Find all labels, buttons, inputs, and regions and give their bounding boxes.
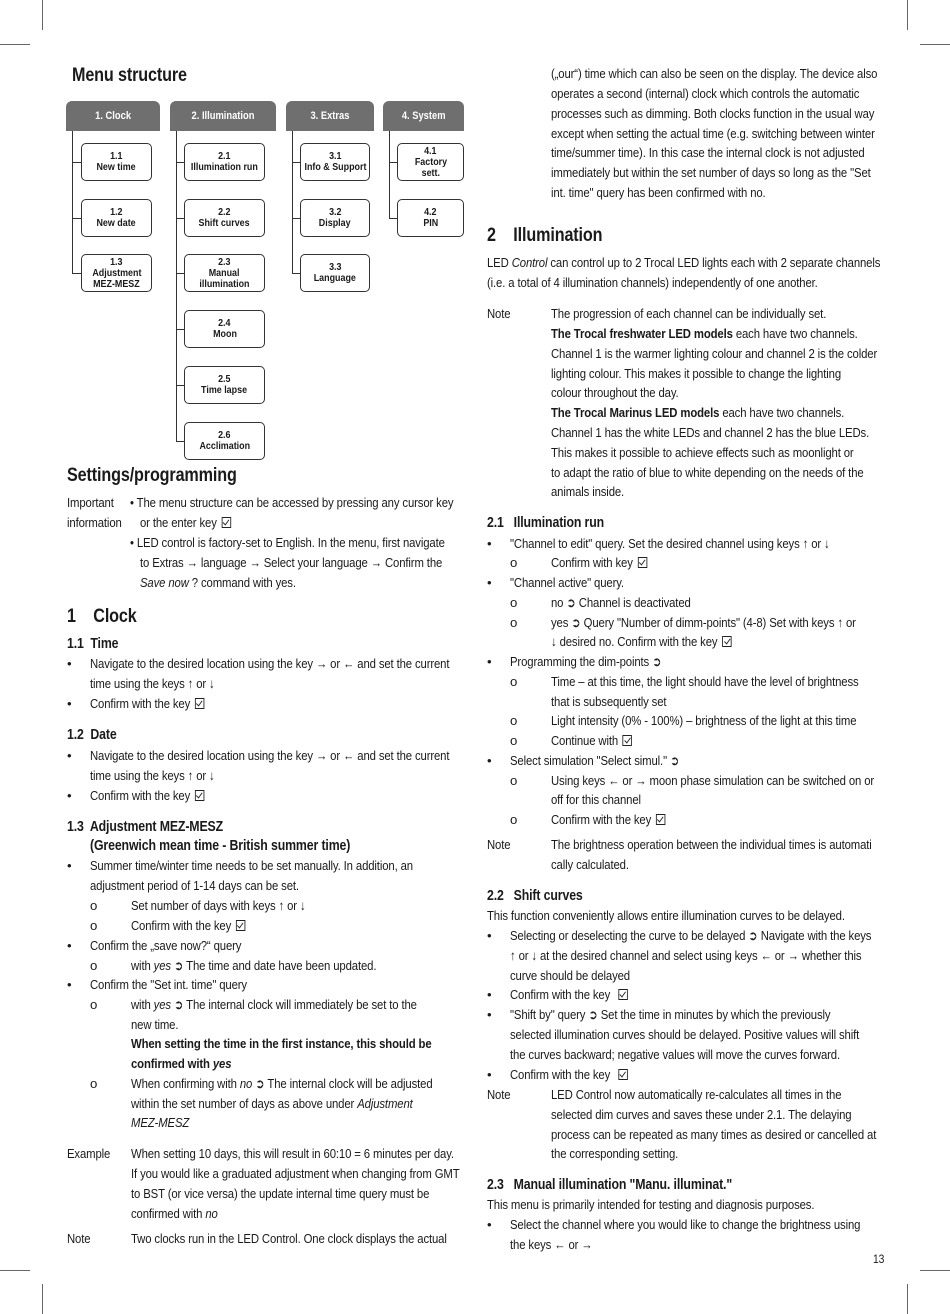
body-text: Confirm with the key [510,1065,627,1085]
body-text: Confirm with the key [510,985,627,1005]
body-text: confirmed with no [131,1206,218,1221]
body-text: processes such as dimming. Both clocks function in the usual way [551,106,875,121]
body-text: Continue with [551,731,632,751]
clock-title: 1 Clock [67,606,137,627]
body-text: When confirming with no ➲ The internal clock will be adjusted [131,1076,433,1091]
connector-line [292,162,300,163]
bullet: • [67,977,72,992]
sub-marker: o [90,918,98,933]
page-number: 13 [873,1252,885,1266]
body-text: If you would like a graduated adjustment when changing from GMT [131,1166,460,1181]
bullet: • [67,748,72,763]
body-text: "Shift by" query ➲ Set the time in minutes by which the previously [510,1007,831,1022]
enter-key-icon [722,636,731,647]
bullet: • [487,536,492,551]
body-text: When setting 10 days, this will result in 60:10 = 6 minutes per day. [131,1146,454,1161]
body-text: Confirm with the key [90,786,204,806]
body-text: The progression of each channel can be individually set. [551,306,827,321]
enter-key-icon [236,920,245,931]
body-text: Set number of days with keys ↑ or ↓ [131,898,306,913]
connector-line [72,131,73,273]
sub-marker: o [510,595,518,610]
body-text: operates a second (internal) clock which controls the automatic [551,86,860,101]
important-text: • LED control is factory-set to English. In the menu, first navigate [130,535,445,550]
crop-mark [920,1270,950,1271]
important-label: information [67,515,122,530]
body-text: Using keys ← or → moon phase simulation can be switched on or [551,773,875,788]
sub-marker: o [510,555,518,570]
body-text: int. time" query has been confirmed with no. [551,185,766,200]
body-text: the keys ← or → [510,1237,593,1252]
body-text: except when setting the actual time (e.g. switching between winter [551,126,875,141]
enter-key-icon [638,557,647,568]
menu-item-time-lapse: 2.5 Time lapse [184,366,265,404]
note-label: Note [487,1087,511,1102]
emphasis-text: When setting the time in the first instance, this should be [131,1036,432,1051]
body-text: Light intensity (0% - 100%) – brightness of the light at this time [551,713,857,728]
sub-marker: o [90,997,98,1012]
body-text: process can be repeated as many times as desired or cancelled at [551,1127,877,1142]
settings-title: Settings/programming [67,465,237,486]
menu-item-new-date: 1.2 New date [81,199,152,237]
body-text: Confirm with key [551,553,647,573]
important-text: Save now ? command with yes. [140,575,296,590]
body-text: MEZ-MESZ [131,1115,190,1130]
bullet: • [487,1007,492,1022]
body-text: Two clocks run in the LED Control. One clock displays the actual [131,1231,447,1246]
connector-line [389,131,390,218]
important-text: • The menu structure can be accessed by pressing any cursor key [130,495,454,510]
connector-line [292,131,293,273]
body-text: Confirm with the key [131,916,245,936]
bullet: • [67,788,72,803]
illumination-run-title: 2.1 Illumination run [487,515,605,531]
body-text: the curves backward; negative values will move the curves forward. [510,1047,840,1062]
body-text: LED Control can control up to 2 Trocal LED lights each with 2 separate channels [487,255,881,270]
menu-item-manual-illumination: 2.3 Manual illumination [184,254,265,292]
connector-line [176,131,177,441]
body-text: selected dim curves and saves these under 2.1. The delaying [551,1107,852,1122]
body-text: "Channel active" query. [510,575,624,590]
menu-item-illumination-run: 2.1 Illumination run [184,143,265,181]
menu-item-factory-settings: 4.1 Factory sett. [397,143,464,181]
body-text: This function conveniently allows entire illumination curves to be delayed. [487,908,845,923]
body-text: Select the channel where you would like to change the brightness using [510,1217,861,1232]
body-text: ↑ or ↓ at the desired channel and select using keys ← or → whether this [510,948,862,963]
body-text: Selecting or deselecting the curve to be delayed ➲ Navigate with the keys [510,928,872,943]
bullet: • [487,654,492,669]
crop-mark [920,44,950,45]
body-text: ↓ desired no. Confirm with the key [551,632,732,652]
body-text: to adapt the ratio of blue to white depending on the needs of the [551,465,864,480]
enter-key-icon [618,989,627,1000]
menu-head-system: 4. System [383,101,464,131]
body-text: time/summer time). In this case the internal clock is not adjusted [551,145,865,160]
sub-marker: o [510,615,518,630]
body-text: Confirm with the key [90,694,204,714]
menu-item-new-time: 1.1 New time [81,143,152,181]
body-text: immediately but within the set number of days so long as the "Set [551,165,871,180]
crop-mark [907,0,908,30]
body-text: Channel 1 is the warmer lighting colour and channel 2 is the colder [551,346,878,361]
body-text: Programming the dim-points ➲ [510,654,662,669]
connector-line [176,441,184,442]
menu-head-illumination: 2. Illumination [170,101,276,131]
time-title: 1.1 Time [67,636,119,652]
body-text: new time. [131,1017,179,1032]
body-text: time using the keys ↑ or ↓ [90,676,215,691]
connector-line [389,218,397,219]
connector-line [176,162,184,163]
bullet: • [487,1217,492,1232]
menu-item-adjustment: 1.3 Adjustment MEZ-MESZ [81,254,152,292]
body-text: the corresponding setting. [551,1146,679,1161]
enter-key-icon [195,698,204,709]
body-text: Confirm the „save now?“ query [90,938,242,953]
bullet: • [67,938,72,953]
menu-item-moon: 2.4 Moon [184,310,265,348]
sub-marker: o [90,1076,98,1091]
bullet: • [67,656,72,671]
body-text: off for this channel [551,792,641,807]
menu-head-extras: 3. Extras [286,101,374,131]
bullet: • [67,696,72,711]
crop-mark [42,1284,43,1314]
body-text: Confirm with the key [551,810,665,830]
important-label: Important [67,495,114,510]
enter-key-icon [623,735,632,746]
connector-line [389,162,397,163]
menu-item-display: 3.2 Display [300,199,370,237]
illumination-title: 2 Illumination [487,225,603,246]
sub-marker: o [510,812,518,827]
sub-marker: o [90,958,98,973]
sub-marker: o [90,898,98,913]
date-title: 1.2 Date [67,727,117,743]
body-text: (i.e. a total of 4 illumination channels) independently of one another. [487,275,818,290]
connector-line [176,218,184,219]
body-text: („our“) time which can also be seen on the display. The device also [551,66,878,81]
crop-mark [907,1284,908,1314]
body-text: This menu is primarily intended for testing and diagnosis purposes. [487,1197,815,1212]
connector-line [72,162,81,163]
sub-marker: o [510,733,518,748]
crop-mark [0,1270,30,1271]
menu-item-acclimation: 2.6 Acclimation [184,422,265,460]
sub-marker: o [510,674,518,689]
menu-head-clock: 1. Clock [66,101,160,131]
menu-item-language: 3.3 Language [300,254,370,292]
important-text: or the enter key [140,513,231,533]
bullet: • [487,753,492,768]
connector-line [176,329,184,330]
example-label: Example [67,1146,111,1161]
body-text: yes ➲ Query "Number of dimm-points" (4-8) Set with keys ↑ or [551,615,856,630]
body-text: colour throughout the day. [551,385,679,400]
emphasis-text: confirmed with yes [131,1056,232,1071]
body-text: Channel 1 has the white LEDs and channel 2 has the blue LEDs. [551,425,870,440]
bullet: • [67,858,72,873]
bullet: • [487,1067,492,1082]
connector-line [176,273,184,274]
shift-curves-title: 2.2 Shift curves [487,888,583,904]
connector-line [292,273,300,274]
connector-line [72,218,81,219]
body-text: The brightness operation between the individual times is automati [551,837,872,852]
adjustment-subtitle: (Greenwich mean time - British summer time) [90,838,351,854]
note-label: Note [67,1231,91,1246]
body-text: Time – at this time, the light should have the level of brightness [551,674,859,689]
body-text: This makes it possible to achieve effects such as moonlight or [551,445,854,460]
menu-structure-title: Menu structure [72,65,187,86]
sub-marker: o [510,713,518,728]
menu-item-pin: 4.2 PIN [397,199,464,237]
body-text: time using the keys ↑ or ↓ [90,768,215,783]
body-text: Navigate to the desired location using the key → or ← and set the current [90,748,450,763]
bullet: • [487,928,492,943]
sub-marker: o [510,773,518,788]
manual-illumination-title: 2.3 Manual illumination "Manu. illuminat." [487,1177,733,1193]
connector-line [176,385,184,386]
enter-key-icon [221,517,230,528]
body-text: within the set number of days as above under Adjustment [131,1096,413,1111]
body-text: Confirm the "Set int. time" query [90,977,247,992]
crop-mark [0,44,30,45]
note-label: Note [487,306,511,321]
enter-key-icon [656,814,665,825]
body-text: adjustment period of 1-14 days can be set. [90,878,299,893]
body-text: LED Control now automatically re-calculates all times in the [551,1087,842,1102]
enter-key-icon [195,790,204,801]
enter-key-icon [618,1069,627,1080]
body-text: Summer time/winter time needs to be set manually. In addition, an [90,858,413,873]
body-text: The Trocal Marinus LED models each have two channels. [551,405,845,420]
bullet: • [487,575,492,590]
bullet: • [487,987,492,1002]
note-label: Note [487,837,511,852]
body-text: Select simulation "Select simul." ➲ [510,753,680,768]
body-text: animals inside. [551,484,625,499]
body-text: curve should be delayed [510,968,630,983]
body-text: Navigate to the desired location using the key → or ← and set the current [90,656,450,671]
body-text: with yes ➲ The time and date have been updated. [131,958,377,973]
menu-item-info-support: 3.1 Info & Support [300,143,370,181]
body-text: to BST (or vice versa) the update internal time query must be [131,1186,430,1201]
crop-mark [42,0,43,30]
body-text: no ➲ Channel is deactivated [551,595,691,610]
menu-item-shift-curves: 2.2 Shift curves [184,199,265,237]
adjustment-title: 1.3 Adjustment MEZ-MESZ [67,819,224,835]
body-text: cally calculated. [551,857,629,872]
body-text: selected illumination curves should be delayed. Positive values will shift [510,1027,860,1042]
body-text: lighting colour. This makes it possible to change the lighting [551,366,841,381]
body-text: that is subsequently set [551,694,667,709]
connector-line [72,273,81,274]
body-text: The Trocal freshwater LED models each have two channels. [551,326,858,341]
connector-line [292,218,300,219]
important-text: to Extras → language → Select your language → Confirm the [140,555,443,570]
body-text: with yes ➲ The internal clock will immediately be set to the [131,997,417,1012]
body-text: "Channel to edit" query. Set the desired channel using keys ↑ or ↓ [510,536,830,551]
